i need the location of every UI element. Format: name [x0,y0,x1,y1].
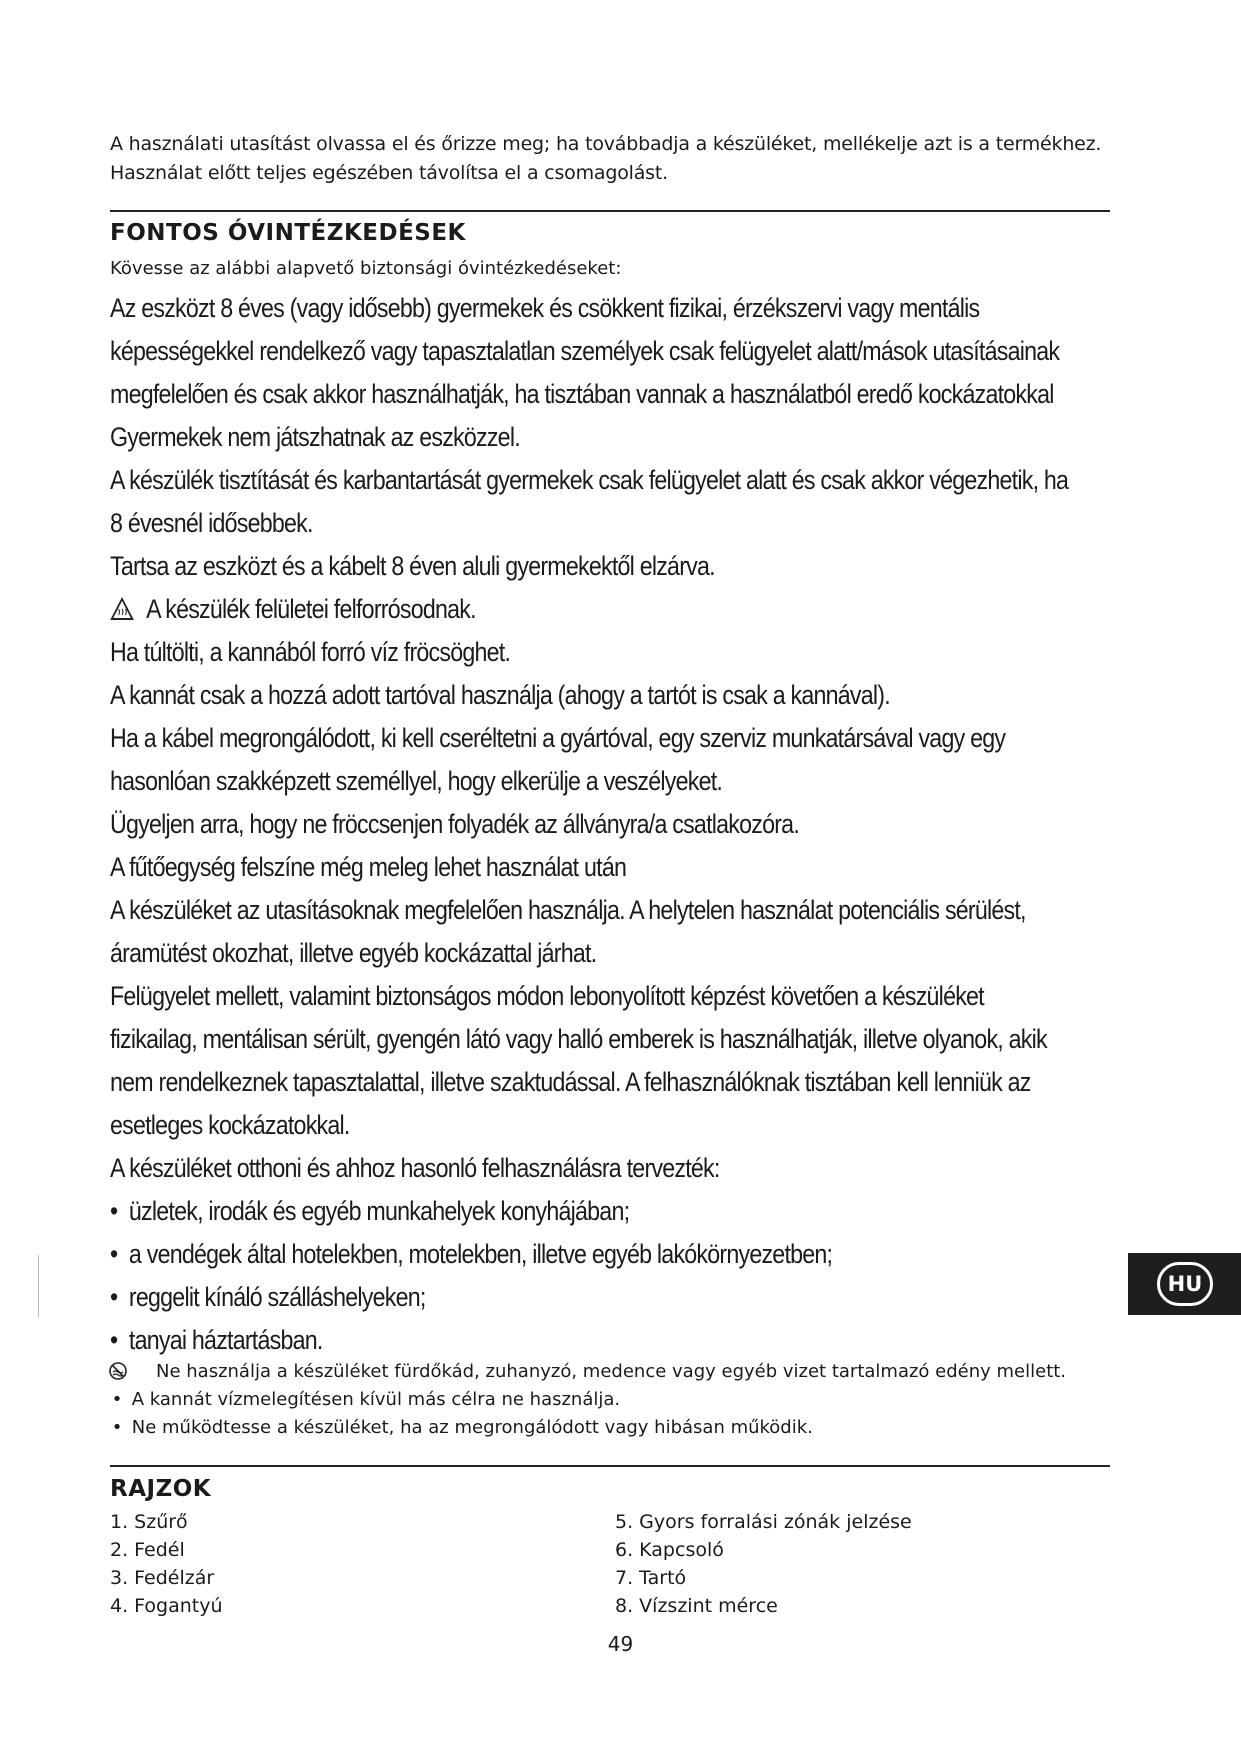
drawing-item: 1. Szűrő [110,1511,188,1533]
section-divider [110,210,1110,212]
hot-surface-line [110,588,1121,631]
precaution-line: Felügyelet mellett, valamint biztonságos módon lebonyolított képzést követően a készüléket [110,981,984,1011]
precautions-heading: FONTOS ÓVINTÉZKEDÉSEK [110,220,466,246]
drawings-list-left [110,1508,223,1620]
precaution-line: Ha túltölti, a kannából forró víz fröcsöghet. [110,637,511,667]
small-warning-item [108,1358,1118,1386]
precaution-line: áramütést okozhat, illetve egyéb kockázattal járhat. [110,938,597,968]
precaution-line: képességekkel rendelkező vagy tapasztalatlan személyek csak felügyelet alatt/mások utasításainak [110,336,1060,366]
precaution-line: Gyermekek nem játszhatnak az eszközzel. [110,422,520,452]
usage-bullet: • reggelit kínáló szálláshelyeken; [110,1276,1121,1319]
precaution-line: A kannát csak a hozzá adott tartóval használja (ahogy a tartót is csak a kannával). [110,680,890,710]
language-tab [1128,1253,1241,1315]
small-warning-item [108,1386,1118,1414]
precautions-subheading: Kövesse az alábbi alapvető biztonsági óvintézkedéseket: [110,258,622,279]
small-warning-text: Ne működtesse a készüléket, ha az megrongálódott vagy hibásan működik. [131,1417,813,1438]
drawings-heading: RAJZOK [110,1476,212,1502]
drawing-item: 7. Tartó [615,1567,687,1589]
usage-bullet: • üzletek, irodák és egyéb munkahelyek konyhájában; [110,1190,1121,1233]
intro-line: A használati utasítást olvassa el és őrizze meg; ha továbbadja a készüléket, mellékelje azt is a termékhez. [110,133,1102,155]
precaution-line: fizikailag, mentálisan sérült, gyengén látó vagy halló emberek is használhatják, illetve olyanok, akik [110,1024,1047,1054]
small-warnings [108,1358,1118,1442]
precautions-body [110,287,1121,1362]
drawing-item: 8. Vízszint mérce [615,1595,778,1617]
language-badge: HU [1157,1262,1213,1306]
precaution-line: esetleges kockázatokkal. [110,1110,350,1140]
precaution-line: nem rendelkeznek tapasztalattal, illetve szaktudással. A felhasználóknak tisztában kell lenniük az [110,1067,1031,1097]
drawing-item: 5. Gyors forralási zónák jelzése [615,1511,912,1533]
intro-line: Használat előtt teljes egészében távolítsa el a csomagolást. [110,162,668,184]
drawing-item: 3. Fedélzár [110,1567,215,1589]
margin-mark [38,1255,39,1317]
small-warning-text: A kannát vízmelegítésen kívül más célra ne használja. [131,1389,621,1410]
drawing-item: 4. Fogantyú [110,1595,223,1617]
drawings-list-right [615,1508,912,1620]
precaution-line: A fűtőegység felszíne még meleg lehet használat után [110,852,627,882]
bullet-dot: • [111,1417,123,1438]
precaution-line: Az eszközt 8 éves (vagy idősebb) gyermekek és csökkent fizikai, érzékszervi vagy mentális [110,293,980,323]
precaution-line: hasonlóan szakképzett személlyel, hogy elkerülje a veszélyeket. [110,766,723,796]
hot-surface-warning-icon [110,597,134,621]
precaution-line: Tartsa az eszközt és a kábelt 8 éven aluli gyermekektől elzárva. [110,551,715,581]
precaution-line: A készüléket az utasításoknak megfelelően használja. A helytelen használat potenciális sérülést, [110,895,1026,925]
intro-text [110,130,1110,188]
precaution-line: A készülék felületei felforrósodnak. [146,594,476,624]
precaution-line: Ügyeljen arra, hogy ne fröccsenjen folyadék az állványra/a csatlakozóra. [110,809,800,839]
section-divider [110,1465,1110,1467]
page-number: 49 [607,1632,634,1656]
precaution-line: A készülék tisztítását és karbantartását gyermekek csak felügyelet alatt és csak akkor végezhetik, ha [110,465,1069,495]
bullet-dot: • [111,1389,123,1410]
drawing-item: 6. Kapcsoló [615,1539,724,1561]
no-water-icon [108,1361,128,1381]
usage-bullet: • a vendégek által hotelekben, motelekben, illetve egyéb lakókörnyezetben; [110,1233,1121,1276]
drawing-item: 2. Fedél [110,1539,185,1561]
precaution-line: Ha a kábel megrongálódott, ki kell cseréltetni a gyártóval, egy szerviz munkatársával vagy egy [110,723,1006,753]
precaution-line: 8 évesnél idősebbek. [110,508,313,538]
usage-bullet: • tanyai háztartásban. [110,1319,1121,1362]
small-warning-item [108,1414,1118,1442]
precaution-line: megfelelően és csak akkor használhatják, ha tisztában vannak a használatból eredő kockázatokkal [110,379,1054,409]
small-warning-text: Ne használja a készüléket fürdőkád, zuhanyzó, medence vagy egyéb vizet tartalmazó edény mellett. [156,1361,1067,1382]
precaution-line: A készüléket otthoni és ahhoz hasonló felhasználásra tervezték: [110,1153,720,1183]
